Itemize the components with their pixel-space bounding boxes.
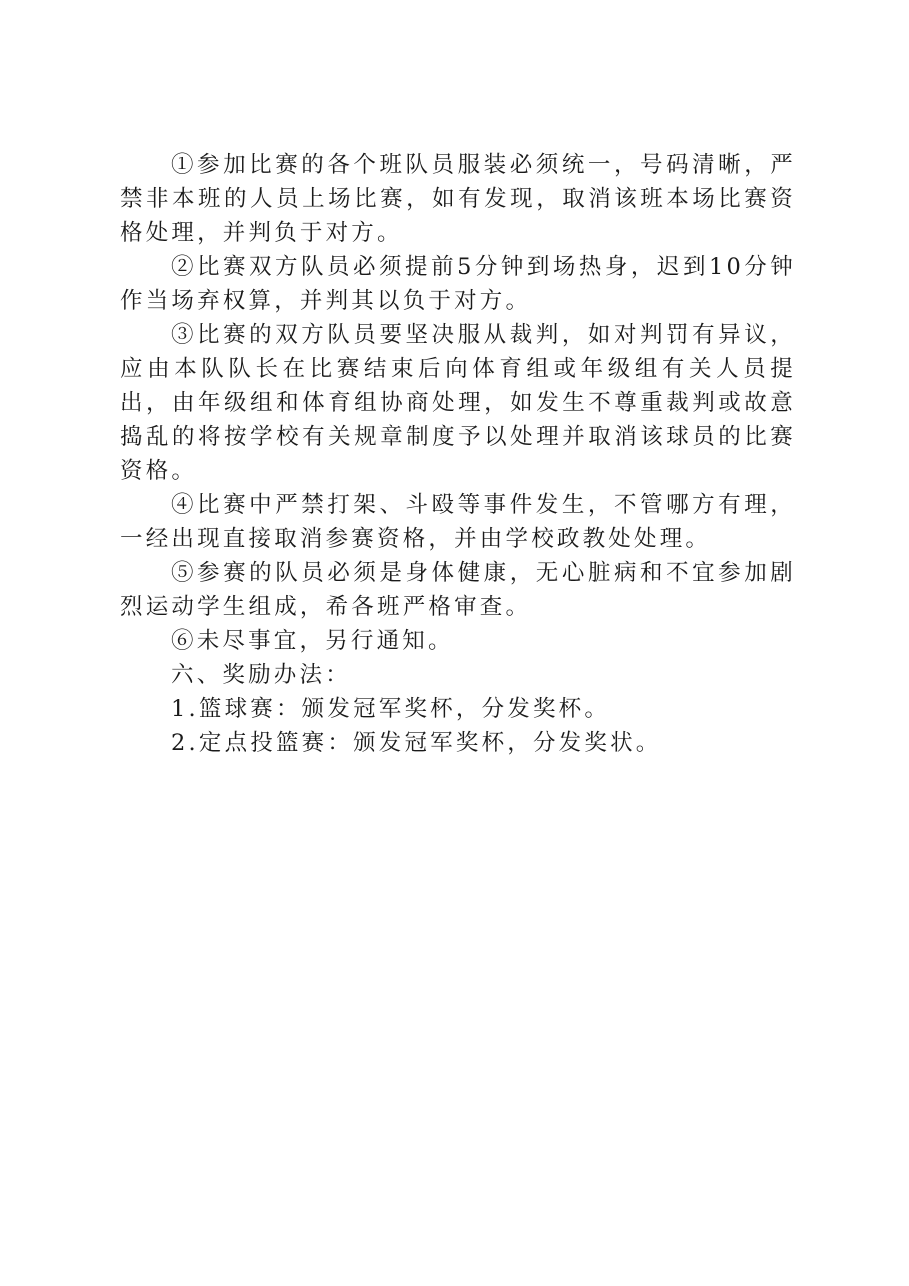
section-heading-awards: 六、奖励办法： (171, 662, 351, 688)
rule-paragraph-5: ⑤参赛的队员必须是身体健康，无心脏病和不宜参加剧烈运动学生组成，希各班严格审查。 (120, 560, 796, 620)
rule-paragraph-2: ②比赛双方队员必须提前5分钟到场热身，迟到10分钟作当场弃权算，并判其以负于对方。 (120, 254, 796, 314)
rule-paragraph-6: ⑥未尽事宜，另行通知。 (171, 628, 454, 654)
award-item-1: 1.篮球赛：颁发冠军奖杯，分发奖杯。 (171, 696, 611, 722)
rule-paragraph-3: ③比赛的双方队员要坚决服从裁判，如对判罚有异议，应由本队队长在比赛结束后向体育组或年级组有关人员提出，由年级组和体育组协商处理，如发生不尊重裁判或故意捣乱的将按学校有关规章制度予以处理并取消该球员的比赛资格。 (120, 322, 796, 484)
document-body (120, 148, 796, 760)
rule-paragraph-1: ①参加比赛的各个班队员服装必须统一，号码清晰，严禁非本班的人员上场比赛，如有发现，取消该班本场比赛资格处理，并判负于对方。 (120, 152, 796, 246)
rule-paragraph-4: ④比赛中严禁打架、斗殴等事件发生，不管哪方有理，一经出现直接取消参赛资格，并由学校政教处处理。 (120, 492, 796, 552)
award-item-2: 2.定点投篮赛：颁发冠军奖杯，分发奖状。 (171, 730, 662, 756)
